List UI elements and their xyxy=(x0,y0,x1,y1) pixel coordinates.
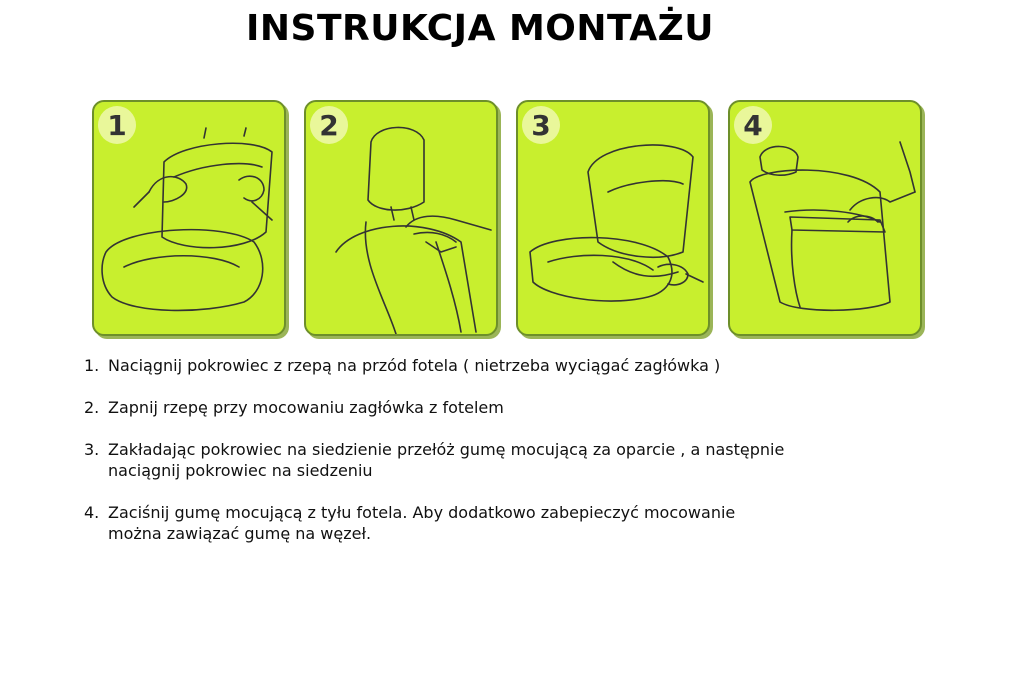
instruction-step-4 xyxy=(84,502,944,544)
step-number: 3. xyxy=(84,440,100,459)
step-text: Zaciśnij gumę mocującą z tyłu fotela. Aby dodatkowo zabepieczyć mocowanie xyxy=(108,503,736,522)
step-number-badge: 2 xyxy=(310,106,348,144)
step-number: 1. xyxy=(84,356,100,375)
panel-step-4 xyxy=(728,100,922,336)
instruction-panels xyxy=(92,100,928,335)
step-number-badge: 4 xyxy=(734,106,772,144)
step-text-continued: można zawiązać gumę na węzeł. xyxy=(108,524,372,543)
instruction-step-2 xyxy=(84,397,944,418)
step-text: Naciągnij pokrowiec z rzepą na przód fotela ( nietrzeba wyciągać zagłówka ) xyxy=(108,356,721,375)
step-number: 2. xyxy=(84,398,100,417)
step-number-badge: 3 xyxy=(522,106,560,144)
step-number-badge: 1 xyxy=(98,106,136,144)
instruction-step-3 xyxy=(84,439,944,481)
step-text-continued: naciągnij pokrowiec na siedzeniu xyxy=(108,461,373,480)
instruction-step-1 xyxy=(84,355,944,376)
step-text: Zapnij rzepę przy mocowaniu zagłówka z fotelem xyxy=(108,398,504,417)
step-number: 4. xyxy=(84,503,100,522)
panel-step-1 xyxy=(92,100,286,336)
panel-step-3 xyxy=(516,100,710,336)
panel-step-2 xyxy=(304,100,498,336)
page-title: INSTRUKCJA MONTAŻU xyxy=(246,8,714,49)
step-text: Zakładając pokrowiec na siedzienie przełóż gumę mocującą za oparcie , a następnie xyxy=(108,440,785,459)
instruction-steps xyxy=(84,355,944,565)
